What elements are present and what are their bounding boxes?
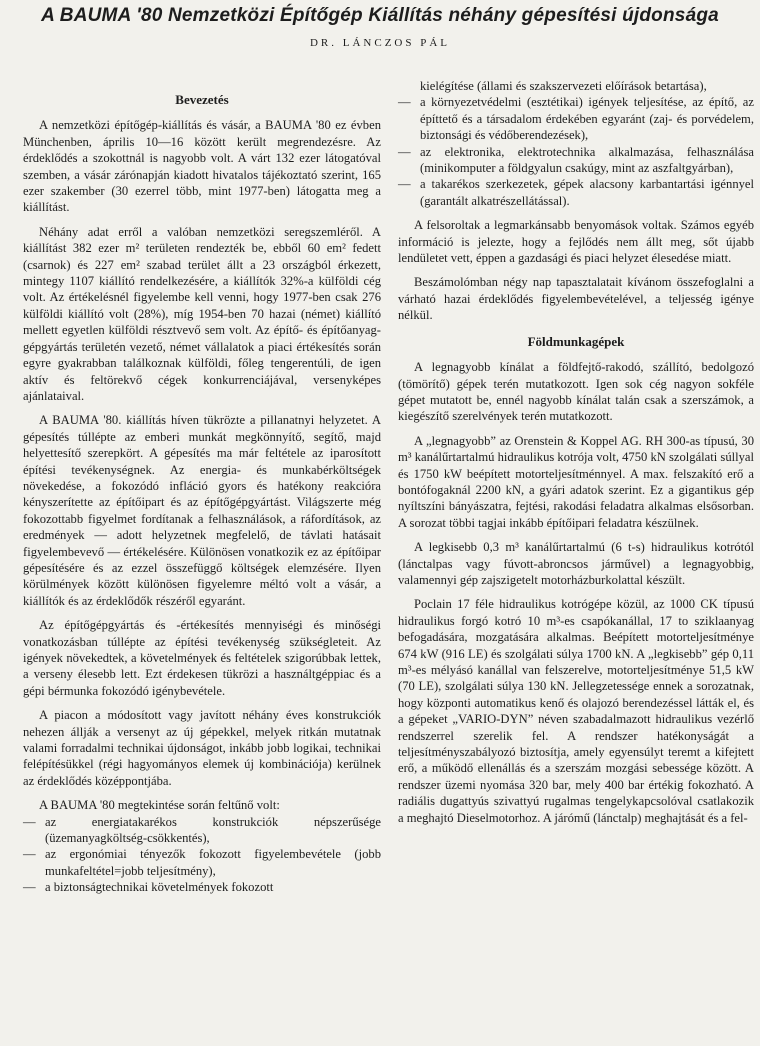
- paragraph: A nemzetközi építőgép-kiállítás és vásár, a BAUMA '80 ez évben Münchenben, április 10—16 között került megrendezésre. Az érdeklődés a szokottnál is nagyobb volt. A várt 132 ezer látogatóval szemben, a vásár zárónapján kiadott hivatalos tájékoztató szerint, 165 ezer szakember (30 ezerrel több, mint 1977-ben) látogatta meg a kiállítást.: [23, 118, 381, 215]
- paragraph: A „legnagyobb” az Orenstein & Koppel AG. RH 300-as típusú, 30 m³ kanálűrtartalmú hidraulikus kotrója volt, 4750 kN szolgálati súllyal és 1750 kW beépített motorteljesítménnyel. A max. felszakító erő a bontófogaknál 2200 kN, a gyári adatok szerint. Ez a gigantikus gép nyíltszíni bányászatra, fejtési, rakodási feladatra alkalmas elsősorban. A sorozat többi tagjai inkább építőipari feladatra készülnek.: [398, 433, 754, 530]
- paragraph: A legnagyobb kínálat a földfejtő-rakodó, szállító, bedolgozó (tömörítő) gépek terén mutatkozott. Igen sok cég nagyon sokféle gépet mutatott be, ennél nagyobb kínálat talán csak a szerszámok, a kiegészítő szerelvények terén mutatkozott.: [398, 360, 754, 424]
- left-column: [23, 92, 381, 904]
- paragraph: Beszámolómban négy nap tapasztalatait kívánom összefoglalni a várható hazai érdeklődés figyelembevételével, a teljesség igénye nélkül.: [398, 275, 754, 323]
- list-item: — az ergonómiai tényezők fokozott figyelembevétele (jobb munkafeltétel=jobb teljesítmény),: [23, 846, 381, 879]
- paragraph: A felsoroltak a legmarkánsabb benyomások voltak. Számos egyéb információ is jelezte, hogy a fejlődés nem állt meg, sőt újabb lendületet vett, éppen a gazdasági és piaci helyzet élesedése miatt.: [398, 218, 754, 266]
- paragraph: A piacon a módosított vagy javított néhány éves konstrukciók nehezen állják a versenyt az új gépekkel, melyek ritkán mutatnak valami forradalmi technikai újdonságot, inkább jobb logikai, technikai felépítésükkel (régi hagyományos elemek új kombinációja) kerülnek az érdeklődés középpontjába.: [23, 708, 381, 788]
- feature-list-continued: [398, 78, 754, 209]
- feature-list: [23, 814, 381, 896]
- list-item-continuation: kielégítése (állami és szakszervezeti előírások betartása),: [420, 79, 707, 93]
- section-heading-introduction: Bevezetés: [175, 92, 229, 107]
- right-column: [398, 78, 754, 834]
- article-title: A BAUMA '80 Nemzetközi Építőgép Kiállítás néhány gépesítési újdonsága: [41, 5, 719, 26]
- list-item: — az energiatakarékos konstrukciók népszerűsége (üzemanyagköltség-csökkentés),: [23, 814, 381, 847]
- paragraph: A BAUMA '80. kiállítás híven tükrözte a pillanatnyi helyzetet. A gépesítés túllépte az emberi munkát megkönnyítő, segítő, majd helyettesítő szerepkört. A gépesítés ma már feltétele az iparosított építési tevékenységnek. Az energia- és munkabérköltségek növekedése, a fokozódó infláció gyors és hatékony reakcióra kényszerítette az építőipart és az építőgépgyártást. Világszerte még fokozottabb figyelmet fordítanak a felhasználások, a ráfordítások, az eredmények — adott helyzetnek megfelelő, de távlati hatásait figyelembevevő — értékelésére. Különösen vonatkozik ez az építőipar gépesítésére és az ezzel összefüggő költségek elemzésére. Ilyen körülmények között különösen figyelemre méltó volt a vásár, a kiállítók és az érdeklődők részéről egyaránt.: [23, 413, 381, 608]
- paragraph: Néhány adat erről a valóban nemzetközi seregszemléről. A kiállítást 382 ezer m² területen rendezték be, ebből 60 em² fedett (csarnok) és 227 em² szabad terület állt a 23 országból érkezett, mintegy 1107 kiállító rendelkezésére, a kiállítók 32%-a külföldi cég volt. Az értékelésnél figyelembe kell venni, hogy 1977-ben csak 276 külföldi kiállító volt (28%), míg 1954-ben 70 hazai (német) kiállító mellett egyetlen külföldi résztvevő sem volt. Az építő- és építőanyag-gépgyártás területén vezető, német vállalatok a piaci értékesítés során egyre gyakrabban találkoznak külföldi, főleg tengerentúli, de igen aktív és feltörekvő cégek konkurrenciájával, versenyképes ajánlataival.: [23, 224, 381, 403]
- section-heading-earthmoving: Földmunkagépek: [527, 333, 625, 349]
- list-item: — a biztonságtechnikai követelmények fokozott: [23, 879, 381, 895]
- list-item: — az elektronika, elektrotechnika alkalmazása, felhasználása (minikomputer a földgyalun csakúgy, mint az aszfaltgyárban),: [398, 144, 754, 177]
- list-item: — a környezetvédelmi (esztétikai) igények teljesítése, az építő, az építtető és a társadalom érdekében egyaránt (zaj- és porvédelem, biztonsági és védőberendezések),: [398, 94, 754, 143]
- paragraph: Az építőgépgyártás és -értékesítés mennyiségi és minőségi vonatkozásban túllépte az építési tevékenység szükségleteit. Az igények növekedtek, a követelmények és feltételek szigorúbbak lettek, a verseny élesebb lett. Ezt érdekesen tükrözi a használtgéppiac és a gépi bérmunka fokozódó igénybevétele.: [23, 618, 381, 698]
- author-line: DR. LÁNCZOS PÁL: [309, 37, 451, 49]
- paragraph: A legkisebb 0,3 m³ kanálűrtartalmú (6 t-s) hidraulikus kotrótól (lánctalpas vagy fúvott-abroncsos járművel) a legnagyobbig, valamennyi gép zajszigetelt motorházburkolattal készült.: [398, 540, 754, 587]
- list-item: — a takarékos szerkezetek, gépek alacsony karbantartási igénnyel (garantált alkatrészellátással).: [398, 176, 754, 209]
- paragraph: Poclain 17 féle hidraulikus kotrógépe közül, az 1000 CK típusú hidraulikus forgó kotró 10 m³-es csapókanállal, 17 to sziklaanyag befogadására, mozgatására alkalmas. Beépített motorteljesítménye 674 kW (916 LE) és szolgálati súlya 1700 kN. A „legkisebb” gép 0,11 m³-es mélyásó kanállal van felszerelve, motorteljesítménye 51,5 kW (70 LE), szolgálati súlya 130 kN. Jellegzetessége ennek a sorozatnak, hogy központi automatikus kenő és olajozó berendezéssel látták el, és a gépeket „VARIO-DYN” néven szabadalmazott hidraulikus vezérlő rendszerrel szerelik fel. A rendszer hatékonyságát a teljesítményszabályozó biztosítja, amely egyensúlyt teremt a kifejtett erő, a működő ellenállás és a szerszám mozgási sebessége között. A rendszer üzemi nyomása 320 bar, mely 400 bar értékig fokozható. A radiális dugattyús szivattyú rugalmas tengelykapcsolóval csatlakozik a meghajtó Dieselmotorhoz. A járómű (lánctalp) meghajtását és a fel-: [398, 597, 754, 825]
- paragraph: A BAUMA '80 megtekintése során feltűnő volt:: [39, 798, 280, 813]
